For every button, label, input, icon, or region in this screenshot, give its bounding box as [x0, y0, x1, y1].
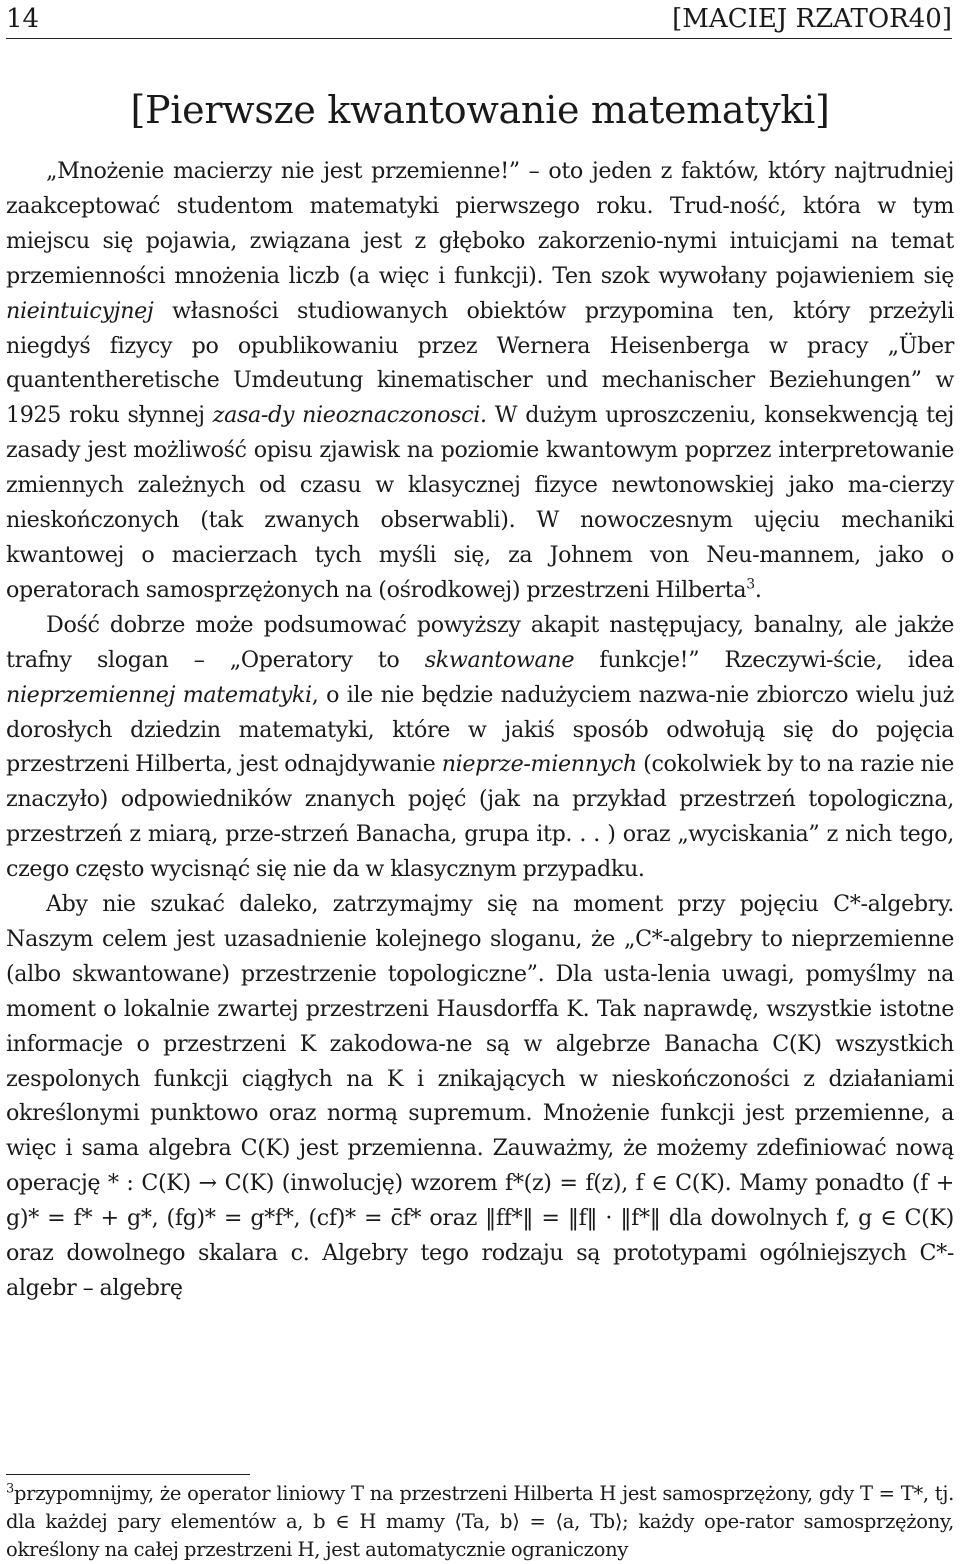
footnote [6, 1480, 954, 1564]
p2-emphasis-3: nieprze-miennych [441, 751, 637, 778]
p2-emphasis-1: skwantowane [424, 646, 575, 673]
paragraph-3: Aby nie szukać daleko, zatrzymajmy się na moment przy pojęciu C*-algebry. Naszym celem jest uzasadnienie kolejnego sloganu, że „C*-algebry to nieprzemienne (albo skwantowane) przestrzenie topologiczne”. Dla usta-lenia uwagi, pomyślmy na moment o lokalnie zwartej przestrzeni Hausdorffa K. Tak naprawdę, wszystkie istotne informacje o przestrzeni K zakodowa-ne są w algebrze Banacha C(K) wszystkich zespolonych funkcji ciągłych na K i znikających w nieskończoności z działaniami określonymi punktowo oraz normą supremum. Mnożenie funkcji jest przemienne, a więc i sama algebra C(K) jest przemienna. Zauważmy, że możemy zdefiniować nową operację * : C(K) → C(K) (inwolucję) wzorem f*(z) = f(z), f ∈ C(K). Mamy ponadto (f + g)* = f* + g*, (fg)* = g*f*, (cf)* = c̄f* oraz ‖ff*‖ = ‖f‖ · ‖f*‖ dla dowolnych f, g ∈ C(K) oraz dowolnego skalara c. Algebry tego rodzaju są prototypami ogólniejszych C*-algebr – algebrę [6, 891, 954, 1301]
article-body [6, 154, 954, 1306]
section-title: [Pierwsze kwantowanie matematyki] [130, 88, 830, 132]
footnote-mark: 3 [6, 1481, 14, 1497]
p1-emphasis-2: zasa-dy nieoznaczonosci. [212, 402, 487, 429]
page-header [6, 4, 952, 39]
p2-text-2: funkcje!” Rzeczywi-ście, idea [574, 646, 955, 673]
p2-emphasis-2: nieprzemiennej matematyki [6, 681, 312, 708]
p1-text-4: . [754, 576, 762, 603]
p2-text-3: , o ile nie będzie nadużyciem nazwa-nie zbiorczo wielu już dorosłych dziedzin matematyki, które w jakiś sposób odwołują się do pojęcia przestrzeni Hilberta, jest odnajdywanie [6, 681, 954, 778]
paragraph-1 [6, 154, 954, 608]
p2-text-4: (cokolwiek by to na razie nie znaczyło) odpowiedników znanych pojęć (jak na przykład przestrzeń topologiczna, przestrzeń z miarą, prze-strzeń Banacha, grupa itp. . . ) oraz „wyciskania” z nich tego, czego często wycisnąć się nie da w klasycznym przypadku. [6, 751, 954, 883]
paragraph-2 [6, 608, 954, 887]
p1-text-1: „Mnożenie macierzy nie jest przemienne!” – oto jeden z faktów, który najtrudniej zaakceptować studentom matematyki pierwszego roku. Trud-ność, która w tym miejscu się pojawia, związana jest z głęboko zakorzenio-nymi intuicjami na temat przemienności mnożenia liczb (a więc i funkcji). Ten szok wywołany pojawieniem się [6, 158, 954, 289]
running-head: [MACIEJ RZATOR40] [672, 4, 952, 34]
footnote-text: przypomnijmy, że operator liniowy T na przestrzeni Hilberta H jest samosprzężony, gdy T = T*, tj. dla każdej pary elementów a, b ∈ H mamy ⟨Ta, b⟩ = ⟨a, Tb⟩; każdy ope-rator samosprzężony, określony na całej przestrzeni H, jest automatycznie ograniczony [6, 1482, 954, 1561]
footnote-reference: 3 [746, 576, 755, 593]
p1-emphasis-1: nieintuicyjnej [6, 297, 154, 324]
footnote-rule [6, 1474, 250, 1475]
p1-text-3: W dużym uproszczeniu, konsekwencją tej zasady jest możliwość opisu zjawisk na poziomie kwantowym poprzez interpretowanie zmiennych zależnych od czasu w klasycznej fizyce newtonowskiej jako ma-cierzy nieskończonych (tak zwanych obserwabli). W nowoczesnym ujęciu mechaniki kwantowej o macierzach tych myśli się, za Johnem von Neu-mannem, jako o operatorach samosprzężonych na (ośrodkowej) przestrzeni Hilberta [6, 402, 954, 603]
page-number: 14 [6, 4, 40, 34]
p1-text-2: własności studiowanych obiektów przypomina ten, który przeżyli niegdyś fizycy po opublikowaniu przez Wernera Heisenberga w pracy „Über quantentheretische Umdeutung kinematischer und mechanischer Beziehungen” w 1925 roku słynnej [6, 297, 954, 429]
p2-text-1: Dość dobrze może podsumować powyższy akapit następujacy, banalny, ale jakże trafny slogan – „Operatory to [6, 611, 954, 673]
